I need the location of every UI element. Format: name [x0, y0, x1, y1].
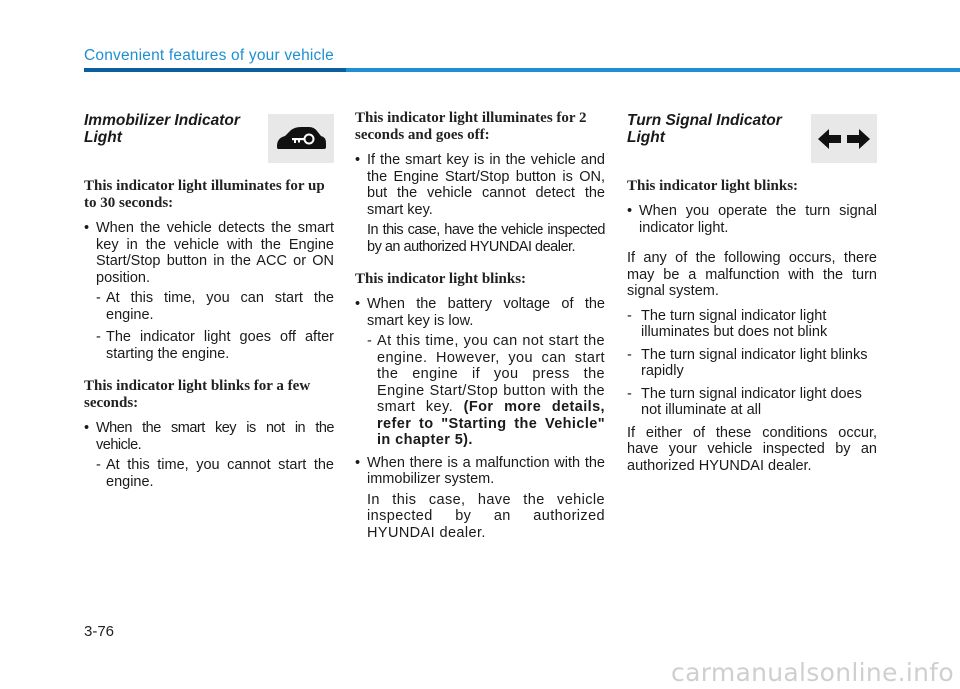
list-item: - At this time, you cannot start the engine. — [84, 457, 334, 490]
chapter-reference: (For more details, refer to "Starting the Vehicle" in chapter 5). — [377, 399, 605, 448]
turn-signal-heading: Turn Signal Indicator Light — [627, 112, 782, 146]
paragraph: If either of these conditions occur, have your vehicle inspected by an authorized HYUNDAI dealer. — [627, 424, 877, 474]
column-turn-signal — [627, 110, 877, 482]
list-item: - The indicator light goes off after starting the engine. — [84, 329, 334, 362]
turn-arrows-icon — [818, 128, 870, 150]
list-item: • When you operate the turn signal indicator light. — [627, 203, 877, 236]
heading-row — [627, 110, 877, 178]
heading-row — [84, 110, 334, 178]
list-item: - The turn signal indicator light blinks rapidly — [627, 347, 877, 380]
watermark: carmanualsonline.info — [671, 658, 954, 687]
list-item: - The turn signal indicator light illuminates but does not blink — [627, 308, 877, 341]
header-rule-accent — [84, 68, 346, 72]
list-item: • When the smart key is not in the vehicle. — [84, 420, 334, 453]
car-key-icon — [273, 124, 329, 154]
column-immobilizer-continued — [355, 110, 605, 549]
paragraph: In this case, have the vehicle inspected by an authorized HYUNDAI dealer. — [367, 491, 605, 541]
list-item: • When there is a malfunction with the immobilizer system. — [355, 455, 605, 488]
paragraph: In this case, have the vehicle inspected by an authorized HYUNDAI dealer. — [367, 222, 605, 255]
paragraph: If any of the following occurs, there may be a malfunction with the turn signal system. — [627, 250, 877, 299]
immobilizer-indicator-icon — [268, 114, 334, 163]
immobilizer-heading: Immobilizer Indicator Light — [84, 112, 240, 146]
immobilizer-subheading-2s: This indicator light illuminates for 2 seconds and goes off: — [355, 110, 587, 143]
header-rule — [84, 68, 960, 72]
page-number: 3-76 — [84, 623, 115, 640]
immobilizer-subheading-30s: This indicator light illuminates for up to 30 seconds: — [84, 178, 325, 211]
list-item: • If the smart key is in the vehicle and the Engine Start/Stop button is ON, but the vehicle cannot detect the smart key. — [355, 152, 605, 218]
immobilizer-subheading-blinks-2: This indicator light blinks: — [355, 271, 527, 287]
turn-signal-subheading: This indicator light blinks: — [627, 178, 799, 194]
immobilizer-subheading-blinks: This indicator light blinks for a few seconds: — [84, 378, 311, 411]
list-item: - At this time, you can start the engine. — [84, 290, 334, 323]
list-item: - The turn signal indicator light does not illuminate at all — [627, 386, 877, 419]
list-item: • When the vehicle detects the smart key in the vehicle with the Engine Start/Stop button in the ACC or ON position. — [84, 220, 334, 286]
section-header: Convenient features of your vehicle — [84, 47, 334, 64]
list-item — [355, 333, 605, 449]
turn-signal-indicator-icon — [811, 114, 877, 163]
column-immobilizer — [84, 110, 334, 496]
list-item: • When the battery voltage of the smart key is low. — [355, 296, 605, 329]
dash-text: At this time, you can not start the engine. However, you can start the engine if you press the Engine Start/Stop button with the smart key. — [377, 333, 605, 415]
